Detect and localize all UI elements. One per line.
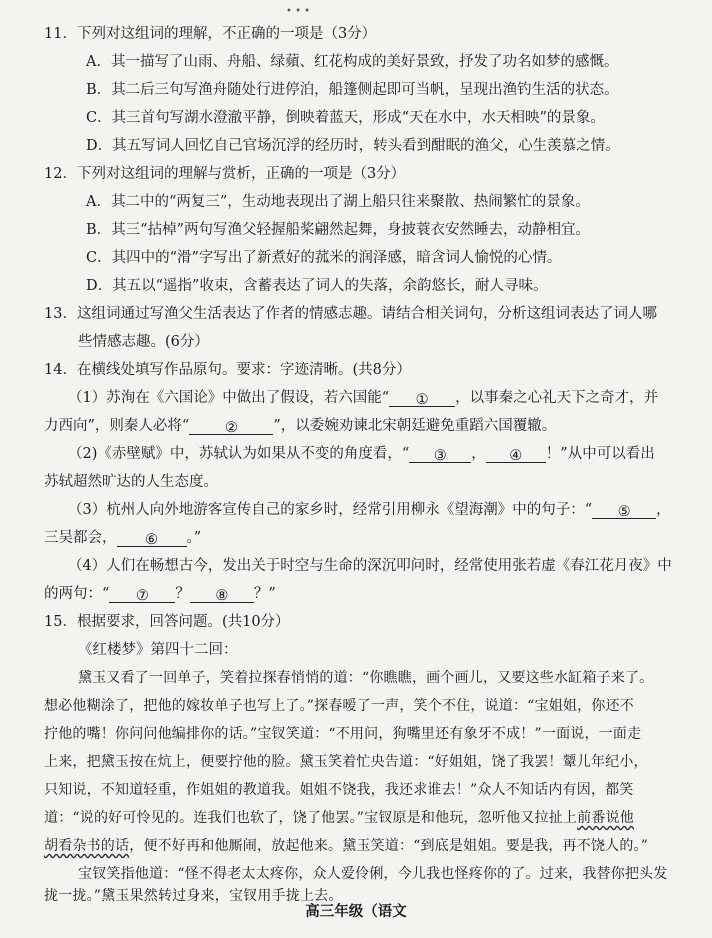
q14-part3-line2: 三吴都会， ⑥ 。” (44, 530, 202, 548)
excerpt-line-5: 只知说，不知道轻重，作姐姐的教道我。姐姐不饶我，我还求谁去！”众人不知话内有因，都笑 (44, 782, 634, 798)
answer-blank-2[interactable]: ② (189, 418, 273, 435)
excerpt-line-3: 拧他的嘴！你问问他编排你的话。”宝钗笑道：“不用问，狗嘴里还有象牙不成！”一面说，一面走 (44, 726, 642, 742)
answer-blank-7[interactable]: ⑦ (109, 586, 175, 603)
page-footer: 高三年级（语文 (305, 903, 407, 920)
excerpt-line-8: 宝钗笑指他道：“怪不得老太太疼你，众人爱伶俐，今儿我也怪疼你的了。过来，我替你把头发 (78, 866, 668, 882)
excerpt-underlined-2: 胡看杂书的话 (44, 838, 130, 854)
excerpt-underlined-1: 前番说他 (577, 810, 634, 826)
q11-option-b: B．其二后三句写渔舟随处行进停泊，船篷侧起即可当帆，呈现出渔钓生活的状态。 (86, 82, 619, 98)
answer-blank-3[interactable]: ③ (409, 446, 471, 463)
q14-part1-line1: （1）苏洵在《六国论》中做出了假设，若六国能“ ① ，以事秦之心礼天下之奇才，并 (68, 390, 659, 408)
excerpt-line-1: 黛玉又看了一回单子，笑着拉探春悄悄的道：“你瞧瞧，画个画儿，又要这些水缸箱子来了。 (78, 670, 654, 686)
q14-part2-line1: （2)《赤壁赋》中，苏轼认为如果从不变的角度看，“ ③ ， ④ ！”从中可以看出 (68, 446, 655, 464)
answer-blank-6[interactable]: ⑥ (117, 530, 187, 547)
q12-option-a: A．其二中的“两复三”，生动地表现出了湖上船只往来聚散、热闹繁忙的景象。 (86, 194, 590, 210)
emphasis-dots: • • • (286, 6, 311, 17)
q15-source: 《红楼梦》第四十二回： (78, 642, 238, 658)
q11-option-c: C．其三首句写湖水澄澈平静，倒映着蓝天，形成“天在水中，水天相映”的景象。 (86, 110, 605, 126)
q14-part4-line2: 的两句：“ ⑦ ？ ⑧ ？” (44, 586, 276, 604)
q11-option-a: A．其一描写了山雨、舟船、绿蘋、红花构成的美好景致，抒发了功名如梦的感慨。 (86, 54, 619, 70)
q13-line2: 些情感志趣。(6分） (78, 334, 209, 350)
q15-stem: 15．根据要求，回答问题。(共10分） (44, 614, 290, 630)
q13-line1: 13．这组词通过写渔父生活表达了作者的情感志趣。请结合相关词句，分析这组词表达了词人哪 (44, 306, 657, 322)
answer-blank-8[interactable]: ⑧ (190, 586, 254, 603)
answer-blank-4[interactable]: ④ (486, 446, 546, 463)
q12-option-d: D．其五以“遥指”收束，含蓄表达了词人的失落，余韵悠长，耐人寻味。 (86, 278, 548, 294)
excerpt-line-4: 上来，把黛玉按在炕上，便要拧他的脸。黛玉笑着忙央告道：“好姐姐，饶了我罢！颦儿年纪小， (44, 754, 648, 770)
excerpt-line-6: 道：“说的好可怜见的。连我们也软了，饶了他罢。”宝钗原是和他玩，忽听他又拉扯上前番说他 (44, 810, 634, 826)
q14-stem: 14．在横线处填写作品原句。要求：字迹清晰。(共8分） (44, 362, 411, 378)
q12-option-c: C．其四中的“滑”字写出了新煮好的菰米的润泽感，暗含词人愉悦的心情。 (86, 250, 562, 266)
q12-stem: 12．下列对这组词的理解与赏析，正确的一项是（3分） (44, 166, 406, 182)
q14-part2-line2: 苏轼超然旷达的人生态度。 (44, 474, 218, 490)
answer-blank-5[interactable]: ⑤ (592, 502, 656, 519)
q14-part1-line2: 力西向”，则秦人必将“ ② ”，以委婉劝谏北宋朝廷避免重蹈六国覆辙。 (44, 418, 557, 436)
q11-option-d: D．其五写词人回忆自己官场沉浮的经历时，转头看到酣眠的渔父，心生羡慕之情。 (86, 138, 620, 154)
excerpt-line-2: 想必他糊涂了，把他的嫁妆单子也写上了。”探春嗳了一声，笑个不住，说道：“宝姐姐，你还不 (44, 698, 634, 714)
q14-part4-line1: （4）人们在畅想古今，发出关于时空与生命的深沉叩问时，经常使用张若虚《春江花月夜》中 (68, 558, 672, 574)
q11-emphasis: 不正确 (221, 26, 266, 42)
q12-option-b: B．其三“拈棹”两句写渔父轻握船桨翩然起舞，身披蓑衣安然睡去，动静相宜。 (86, 222, 590, 238)
answer-blank-1[interactable]: ① (389, 390, 455, 407)
q14-part3-line1: （3）杭州人向外地游客宣传自己的家乡时，经常引用柳永《望海潮》中的句子：“ ⑤ ， (68, 502, 671, 520)
excerpt-line-9: 拢一拢。”黛玉果然转过身来，宝钗用手拢上去。 (44, 888, 343, 904)
q11-stem: 11．下列对这组词的理解，不正确的一项是（3分） (44, 26, 377, 42)
excerpt-line-7: 胡看杂书的话，便不好再和他厮闹，放起他来。黛玉笑道：“到底是姐姐。要是我，再不饶人的。” (44, 838, 649, 854)
